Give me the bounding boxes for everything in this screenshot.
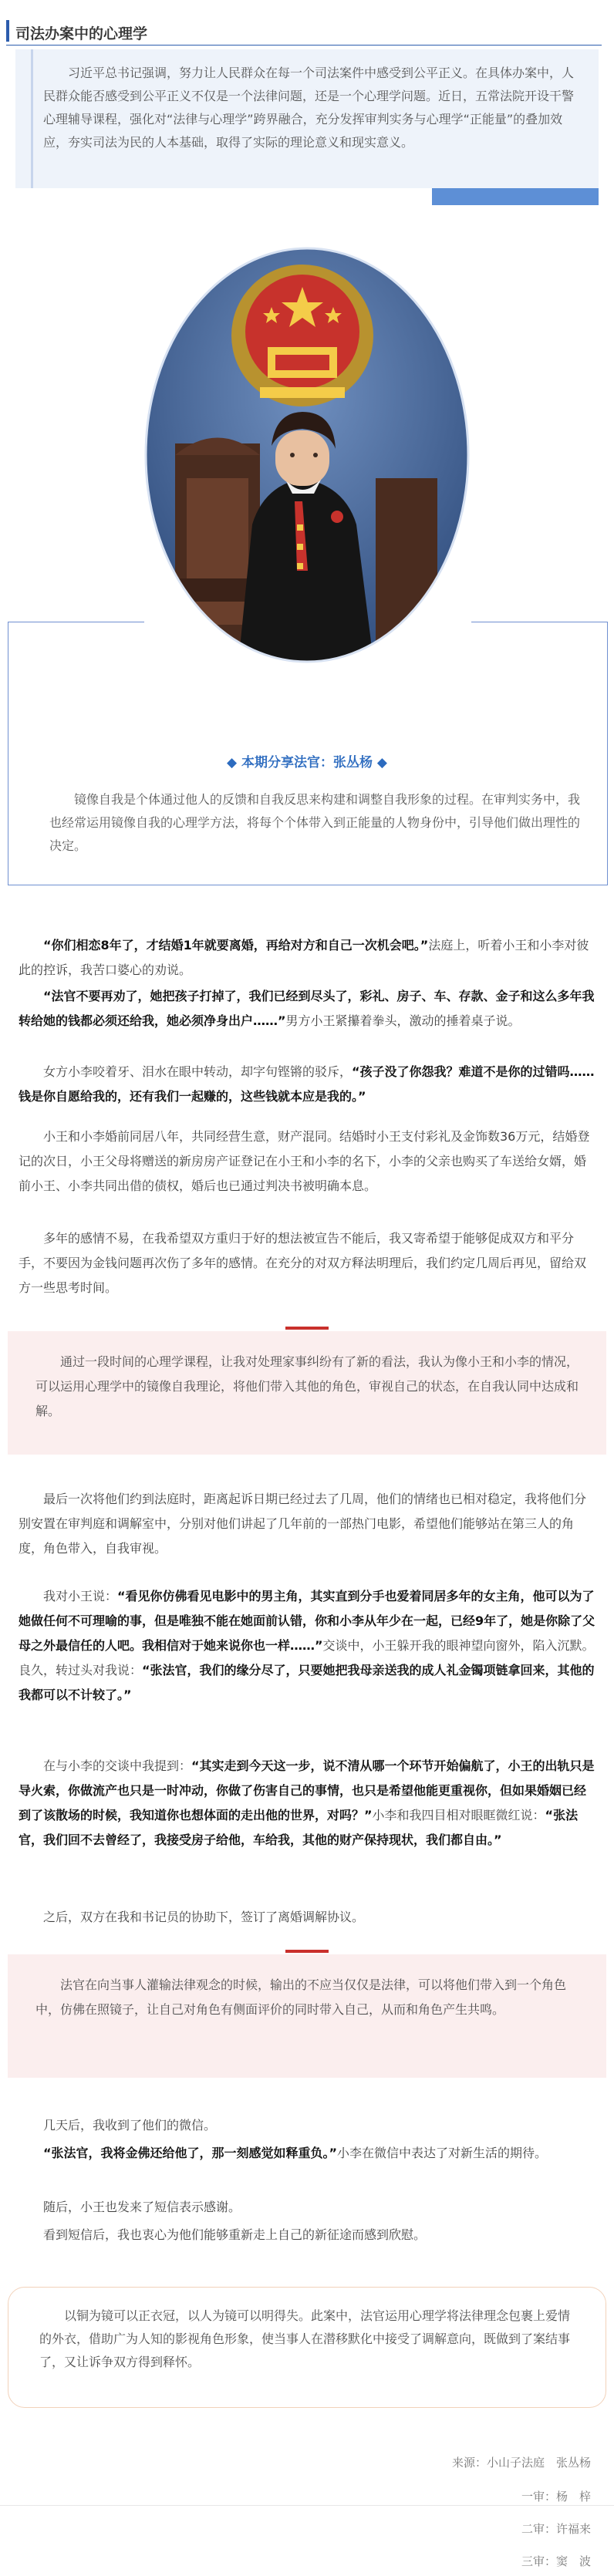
story-paragraph: 多年的感情不易，在我希望双方重归于好的想法被宣告不能后，我又寄希望于能够促成双方和平分手，不要因为金钱问题再次伤了多年的感情。在充分的对双方释法明理后，我们约定几周后再见，留给双方一些思考时间。: [19, 1231, 587, 1295]
header-accent-bar: [6, 20, 9, 42]
quote-text: “孩子没了你怨我？难道不是你的过错吗……钱是你自愿给我的，还有我们一起赚的，这些钱就本应是我的。”: [19, 1064, 595, 1104]
story-paragraph: [19, 1754, 597, 1853]
quote-text: “张法官，我们回不去曾经了，我接受房子给他，车给我，其他的财产保持现状，我们都自由。”: [19, 1808, 579, 1847]
quote-text: “张法官，我将金佛还给他了，那一刻感觉如释重负。”: [43, 2146, 338, 2160]
credits-separator: [0, 2505, 614, 2506]
quote-text: “法官不要再劝了，她把孩子打掉了，我们已经到尽头了，彩礼、房子、车、存款、金子和这么多年我转给她的钱都必须还给我，她必须净身出户……”: [19, 989, 595, 1028]
story-paragraph: [19, 933, 597, 983]
intro-left-bar: [31, 49, 33, 188]
story-text: 女方小李咬着牙、泪水在眼中转动，却字句铿锵的驳斥，: [43, 1064, 353, 1079]
quote-text: “你们相恋8年了，才结婚1年就要离婚，再给对方和自己一次机会吧。”: [43, 938, 429, 953]
insight-box: [8, 1331, 606, 1455]
quote-text: “其实走到今天这一步，说不清从哪一个环节开始偏航了，小王的出轨只是导火索，你做流产也只是一时冲动，你做了伤害自己的事情，也只是希望他能更重视你，但如果婚姻已经到了该散场的时候，我知道你也想体面的走出他的世界，对吗？”: [19, 1758, 595, 1822]
judge-portrait: [144, 247, 470, 663]
insight-text: 通过一段时间的心理学课程，让我对处理家事纠纷有了新的看法，我认为像小王和小李的情况，可以运用心理学中的镜像自我理论，将他们带入其他的角色，审视自己的状态，在自我认同中达成和解。: [35, 1354, 579, 1418]
story-text: 小李在微信中表达了对新生活的期待。: [337, 2146, 548, 2160]
story-text: 交谈中，小王躲开我的眼神望向窗外，陷入沉默。良久，转过头对我说：: [19, 1638, 595, 1677]
page-title: 司法办案中的心理学: [15, 25, 148, 42]
quote-text: “张法官，我们的缘分尽了，只要她把我母亲送我的成人礼金镯项链拿回来，其他的我都可以不计较了。”: [19, 1663, 595, 1702]
divider-dash: [285, 1950, 329, 1953]
story-paragraph: [19, 1060, 597, 1109]
story-paragraph: 随后，小王也发来了短信表示感谢。: [43, 2200, 241, 2214]
story-paragraph: [19, 2141, 597, 2166]
section-header: [0, 14, 614, 48]
closing-box: [8, 2287, 606, 2408]
story-paragraph: 之后，双方在我和书记员的协助下，签订了离婚调解协议。: [43, 1910, 365, 1924]
intro-box: [15, 49, 599, 188]
credit-third-review: 三审：窦 波: [521, 2554, 591, 2568]
story-paragraph: 小王和小李婚前同居八年，共同经营生意，财产混同。结婚时小王支付彩礼及金饰数36万元，结婚登记的次日，小王父母将赠送的新房房产证登记在小王和小李的名下，小李的父亲也购买了车送给女婿，婚前小王、小李共同出借的债权，婚后也已通过判决书被明确本息。: [19, 1129, 590, 1193]
story-text: 法庭上，听着小王和小李对彼此的控诉，我苦口婆心的劝说。: [19, 938, 589, 977]
story-text: 小李和我四目相对眼眶微红说：: [372, 1808, 545, 1822]
story-paragraph: [19, 1584, 597, 1708]
story-paragraph: 最后一次将他们约到法庭时，距离起诉日期已经过去了几周，他们的情绪也已相对稳定，我将他们分别安置在审判庭和调解室中，分别对他们讲起了几年前的一部热门电影，希望他们能够站在第三人的角度，角色带入，自我审视。: [19, 1492, 587, 1556]
quote-text: “看见你仿佛看见电影中的男主角，其实直到分手也爱着同居多年的女主角，他可以为了她做任何不可理喻的事，但是唯独不能在她面前认错，你和小李从年少在一起，已经9年了，她是你除了父母之外最信任的人吧。我相信对于她来说你也一样……”: [19, 1589, 595, 1653]
header-rule: [6, 45, 602, 46]
credit-first-review: 一审：杨 梓: [521, 2490, 591, 2504]
intro-decoration-bar: [432, 188, 599, 205]
story-text: 我对小王说：: [43, 1589, 118, 1603]
host-title: ◆ 本期分享法官：张丛杨 ◆: [227, 755, 387, 770]
insight-text: 法官在向当事人灌输法律观念的时候，输出的不应当仅仅是法律，可以将他们带入到一个角色中，仿佛在照镜子，让自己对角色有侧面评价的同时带入自己，从而和角色产生共鸣。: [35, 1978, 567, 2017]
credit-second-review: 二审：许福来: [521, 2522, 591, 2536]
host-description: 镜像自我是个体通过他人的反馈和自我反思来构建和调整自我形象的过程。在审判实务中，我也经常运用镜像自我的心理学方法，将每个个体带入到正能量的人物身份中，引导他们做出理性的决定。: [49, 792, 581, 853]
story-paragraph: 看到短信后，我也衷心为他们能够重新走上自己的新征途而感到欣慰。: [43, 2227, 427, 2242]
story-paragraph: [19, 984, 597, 1033]
court-emblem: [231, 265, 373, 406]
closing-text: 以铜为镜可以正衣冠，以人为镜可以明得失。此案中，法官运用心理学将法律理念包裹上爱情的外衣，借助广为人知的影视角色形象，使当事人在潜移默化中接受了调解意向，既做到了案结事了，又让诉争双方得到释怀。: [39, 2308, 571, 2369]
insight-box: [8, 1954, 606, 2078]
divider-dash: [285, 1327, 329, 1330]
story-text: 男方小王紧攥着拳头，激动的捶着桌子说。: [285, 1013, 521, 1028]
story-text: 在与小李的交谈中我提到：: [43, 1758, 192, 1773]
intro-text: 习近平总书记强调，努力让人民群众在每一个司法案件中感受到公平正义。在具体办案中，人民群众能否感受到公平正义不仅是一个法律问题，还是一个心理学问题。近日，五常法院开设干警心理辅导课程，强化对“法律与心理学”跨界融合，充分发挥审判实务与心理学“正能量”的叠加效应，夯实司法为民的人本基础，取得了实际的理论意义和现实意义。: [43, 66, 575, 150]
story-paragraph: 几天后，我收到了他们的微信。: [43, 2118, 217, 2133]
credit-source: 来源：小山子法庭 张丛杨: [451, 2456, 591, 2470]
